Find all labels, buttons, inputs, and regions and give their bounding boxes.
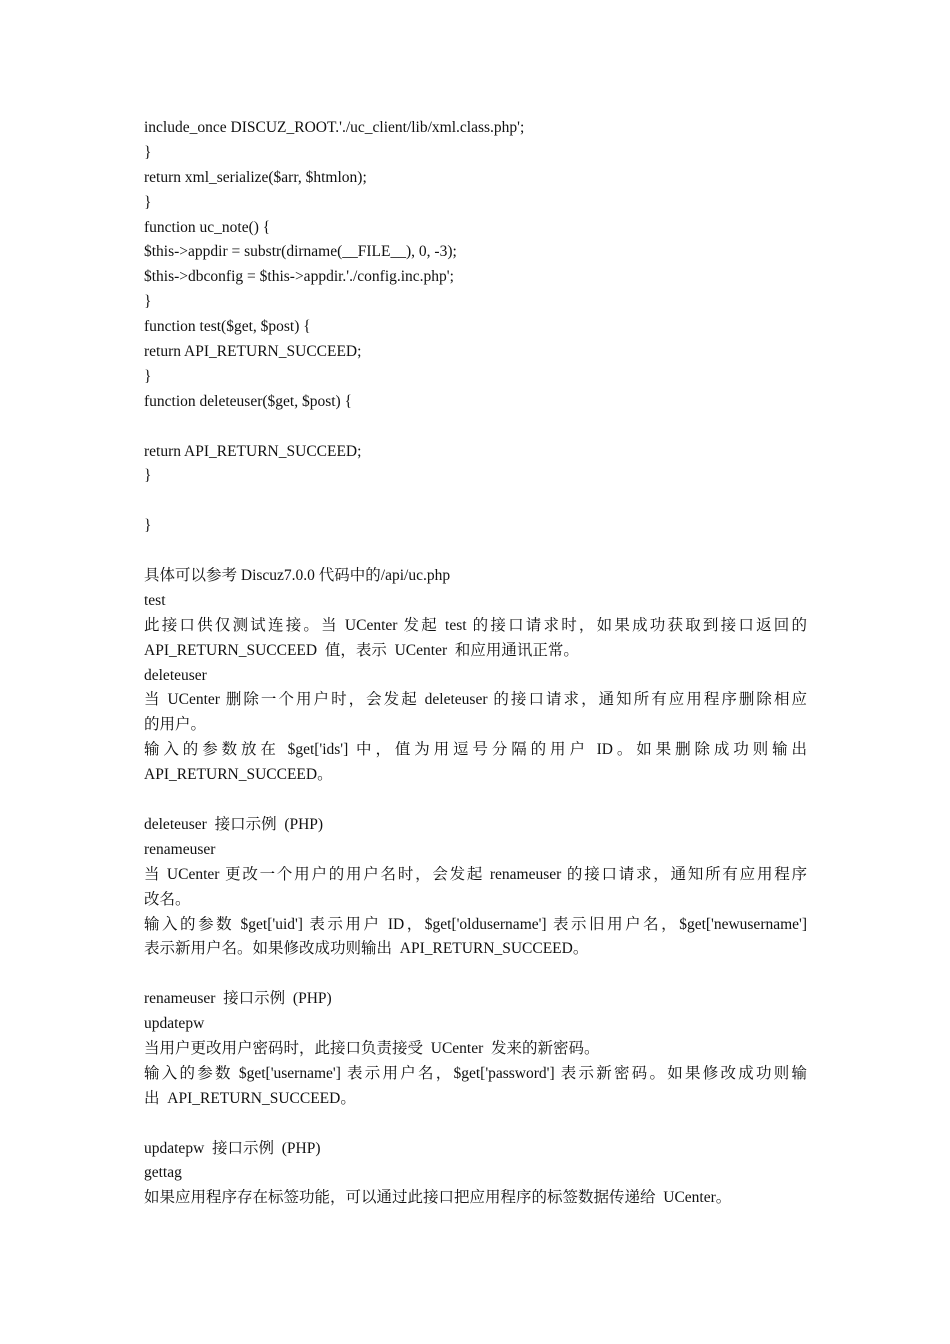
paragraph-line: 出 API_RETURN_SUCCEED。: [144, 1089, 356, 1107]
paragraph-line: 当 UCenter 删除一个用户时，会发起 deleteuser 的接口请求，通知所有应用程序删除相应: [144, 691, 807, 709]
code-line: function uc_note() {: [144, 218, 271, 236]
code-line: function deleteuser($get, $post) {: [144, 392, 353, 410]
blank-line: [144, 962, 807, 987]
paragraph-line: 当 UCenter 更改一个用户的用户名时，会发起 renameuser 的接口请求，通知所有应用程序: [144, 865, 807, 883]
code-line: include_once DISCUZ_ROOT.'./uc_client/lib/xml.class.php';: [144, 119, 525, 136]
code-line: }: [144, 517, 152, 535]
code-line: $this->dbconfig = $this->appdir.'./config.inc.php';: [144, 268, 454, 286]
example-caption: updatepw 接口示例 (PHP): [144, 1139, 321, 1157]
api-name-updatepw: updatepw: [144, 1015, 205, 1033]
code-line: }: [144, 367, 152, 385]
paragraph-line: 的用户。: [144, 716, 207, 734]
code-line: }: [144, 193, 152, 211]
code-line: }: [144, 467, 152, 485]
paragraph-line: 当用户更改用户密码时，此接口负责接受 UCenter 发来的新密码。: [144, 1039, 600, 1057]
code-line: }: [144, 143, 152, 161]
blank-line: [144, 415, 807, 440]
blank-line: [144, 489, 807, 514]
example-caption: renameuser 接口示例 (PHP): [144, 990, 332, 1008]
blank-line: [144, 788, 807, 813]
code-line: }: [144, 293, 152, 311]
code-line: return xml_serialize($arr, $htmlon);: [144, 168, 367, 186]
api-name-deleteuser: deleteuser: [144, 666, 207, 684]
api-name-gettag: gettag: [144, 1164, 182, 1182]
paragraph-line: 如果应用程序存在标签功能，可以通过此接口把应用程序的标签数据传递给 UCenter。: [144, 1189, 732, 1207]
api-name-renameuser: renameuser: [144, 840, 216, 858]
code-line: function test($get, $post) {: [144, 318, 311, 336]
paragraph-line: API_RETURN_SUCCEED。: [144, 766, 333, 784]
paragraph-line: API_RETURN_SUCCEED 值，表示 UCenter 和应用通讯正常。: [144, 641, 579, 659]
api-name-test: test: [144, 591, 166, 609]
blank-line: [144, 539, 807, 564]
code-line: $this->appdir = substr(dirname(__FILE__), 0, -3);: [144, 243, 457, 261]
paragraph-line: 表示新用户名。如果修改成功则输出 API_RETURN_SUCCEED。: [144, 940, 589, 958]
code-line: return API_RETURN_SUCCEED;: [144, 343, 362, 361]
blank-line: [144, 1112, 807, 1137]
paragraph-line: 改名。: [144, 890, 191, 908]
example-caption: deleteuser 接口示例 (PHP): [144, 815, 324, 833]
paragraph-line: 输入的参数 $get['uid'] 表示用户 ID，$get['oldusername'] 表示旧用户名，$get['newusername']: [144, 915, 807, 933]
document-body: [144, 116, 807, 1211]
paragraph-line: 输入的参数 $get['username'] 表示用户名，$get['password'] 表示新密码。如果修改成功则输: [144, 1064, 807, 1082]
paragraph-line: 此接口供仅测试连接。当 UCenter 发起 test 的接口请求时，如果成功获取到接口返回的: [144, 616, 807, 634]
paragraph-line: 输入的参数放在 $get['ids'] 中，值为用逗号分隔的用户 ID。如果删除成功则输出: [144, 741, 807, 759]
reference-note: 具体可以参考 Discuz7.0.0 代码中的/api/uc.php: [144, 567, 451, 585]
code-line: return API_RETURN_SUCCEED;: [144, 442, 362, 460]
